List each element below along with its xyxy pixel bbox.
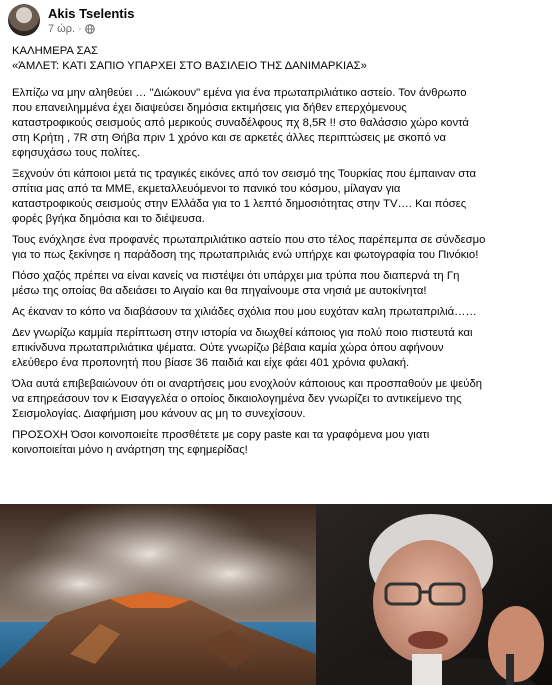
post-photo[interactable] bbox=[0, 504, 552, 685]
paragraph-8 bbox=[12, 428, 542, 458]
text-line: ΠΡΟΣΟΧΗ Όσοι κοινοποιείτε προσθέτετε με copy paste και τα γραφόμενα μου γιατι bbox=[12, 429, 430, 441]
volcano-image bbox=[0, 504, 316, 685]
text-line: Ελπίζω να μην αληθεύει … "Διώκουν" εμένα για ένα πρωταπριλιάτικο αστείο. Τον άνθρωπο bbox=[12, 87, 467, 99]
globe-icon[interactable] bbox=[85, 24, 95, 34]
text-line: στη Κρήτη , 7R στη Θήβα πριν 1 χρόνο και σε αρκετές άλλες περιπτώσεις με σκοπό να bbox=[12, 132, 447, 144]
post-meta bbox=[48, 23, 95, 35]
paragraph-6 bbox=[12, 326, 542, 371]
post-time[interactable]: 7 ώρ. · bbox=[48, 23, 82, 35]
text-line: κοινοποιείται μόνο η ανάρτηση της εφημερίδας! bbox=[12, 444, 248, 456]
text-line: να επηρεάσουν τον κ Εισαγγελέα ο οποίος δικαιολογημένα δεν γνωρίζει το αντικείμενο της bbox=[12, 393, 462, 405]
avatar[interactable] bbox=[8, 4, 40, 36]
text-line: καταστροφικούς σεισμούς στην Ελλάδα για το 1 λεπτό δημοσιότητας στην TV…. Και πόσες bbox=[12, 198, 467, 210]
text-line: καταστροφικούς σεισμούς από μερικούς συναδέλφους πχ 8,5R !! στο θαλάσσιο χώρο κοντά bbox=[12, 117, 469, 129]
text-line: φορές βγήκα δημόσια και το διέψευσα. bbox=[12, 213, 205, 225]
text-line: Δεν γνωρίζω καμμία περίπτωση στην ιστορία να διωχθεί κάποιος για πολύ ποιο πιστευτά και bbox=[12, 327, 473, 339]
paragraph-3 bbox=[12, 233, 542, 263]
text-line: σπίτια μας από τα ΜΜΕ, εκμεταλλευόμενοι το πανικό του κόσμου, μίλαγαν για bbox=[12, 183, 401, 195]
text-line: επικίνδυνα πρωταπριλιάτικα ψέματα. Ούτε γνωρίζω βέβαια καμία χώρα όπου αφήνουν bbox=[12, 342, 444, 354]
paragraph-5 bbox=[12, 305, 542, 320]
text-line: που επανειλημμένα έχει διαψεύσει δημόσια εκτιμήσεις για δήθεν επερχόμενους bbox=[12, 102, 407, 114]
author-name[interactable]: Akis Tselentis bbox=[48, 6, 135, 21]
text-line: ελεύθερο ένα προπονητή που βίασε 36 παιδιά και είχε φάει 401 χρόνια φυλακή. bbox=[12, 357, 410, 369]
post-text bbox=[12, 44, 542, 464]
text-line: Σεισμολογίας. Διαφήμιση μου κάνουν ας μη το συνεχίσουν. bbox=[12, 408, 306, 420]
greeting: ΚΑΛΗΜΕΡΑ ΣΑΣ bbox=[12, 45, 98, 57]
paragraph-4 bbox=[12, 269, 542, 299]
text-line: Τους ενόχλησε ένα προφανές πρωταπριλιάτικο αστείο που στο τέλος παρέπεμπα σε σύνδεσμο bbox=[12, 234, 486, 246]
text-line: μέσω της οποίας θα αδειάσει το Αιγαίο και θα πηγαίνουμε στα νησιά με αυτοκίνητα! bbox=[12, 285, 427, 297]
post-header bbox=[0, 0, 552, 40]
text-line: Ας έκαναν το κόπο να διαβάσουν τα χιλιάδες σχόλια που μου ευχόταν καλη πρωταπριλιά…… bbox=[12, 306, 477, 318]
paragraph-1 bbox=[12, 86, 542, 161]
text-line: Πόσο χαζός πρέπει να είναι κανείς να πιστέψει ότι υπάρχει μια τρύπα που διαπερνά τη Γη bbox=[12, 270, 460, 282]
text-line: Όλα αυτά επιβεβαιώνουν ότι οι αναρτήσεις μου ενοχλούν κάποιους και προσπαθούν με ψεύδη bbox=[12, 378, 483, 390]
paragraph-7 bbox=[12, 377, 542, 422]
text-line: Ξεχνούν ότι κάποιοι μετά τις τραγικές εικόνες από τον σεισμό της Τουρκίας που έμπαιναν στα bbox=[12, 168, 477, 180]
text-line: για το πως ξεκίνησε η παράδοση της πρωταπριλιάς ενώ υπήρχε και φωτογραφία του Πινόκιο! bbox=[12, 249, 479, 261]
headline: «ΆΜΛΕΤ: ΚΑΤΙ ΣΑΠΙΟ ΥΠΑΡΧΕΙ ΣΤΟ ΒΑΣΙΛΕΙΟ ΤΗΣ ΔΑΝΙΜΑΡΚΙΑΣ» bbox=[12, 60, 367, 72]
text-line: εφησυχάσω τους πολίτες. bbox=[12, 147, 141, 159]
paragraph-2 bbox=[12, 167, 542, 227]
man-portrait-image bbox=[316, 504, 552, 685]
